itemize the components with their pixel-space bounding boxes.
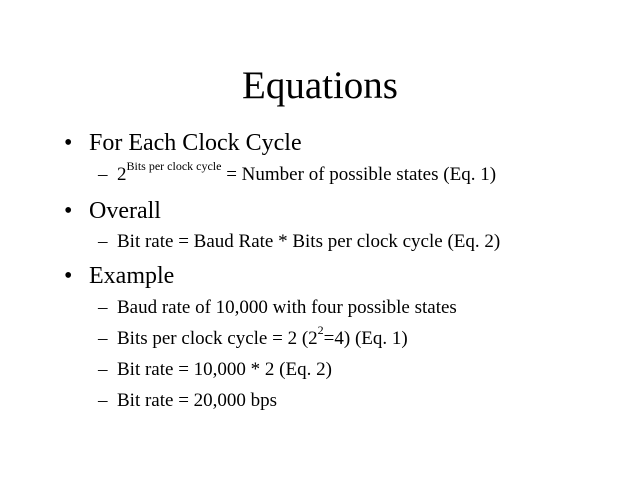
- dash-glyph: –: [98, 297, 108, 318]
- sub-bullet-bits-per-cycle: [98, 323, 408, 351]
- equation-base: 2: [117, 164, 127, 185]
- sub-bullet-text: Bit rate = Baud Rate * Bits per clock cycle (Eq. 2): [117, 231, 501, 252]
- equation-text: = Number of possible states (Eq. 1): [221, 164, 497, 185]
- dash-glyph: –: [98, 231, 108, 252]
- sub-bullet-bit-rate-equation: [98, 230, 500, 254]
- dash-glyph: –: [98, 164, 108, 185]
- bullet-example: [64, 261, 174, 291]
- bullet-glyph: •: [64, 130, 73, 156]
- sub-bullet-text: Bit rate = 20,000 bps: [117, 390, 278, 411]
- dash-glyph: –: [98, 359, 108, 380]
- sub-bullet-exponent: 2: [317, 323, 324, 337]
- sub-bullet-text: Bit rate = 10,000 * 2 (Eq. 2): [117, 359, 332, 380]
- bullet-overall: [64, 196, 161, 226]
- slide-title: Equations: [242, 64, 398, 107]
- sub-bullet-states-equation: [98, 159, 497, 187]
- bullet-heading: Example: [89, 263, 175, 289]
- bullet-for-each-clock-cycle: [64, 128, 302, 158]
- bullet-glyph: •: [64, 263, 73, 289]
- dash-glyph: –: [98, 328, 108, 349]
- sub-bullet-text: Baud rate of 10,000 with four possible states: [117, 297, 457, 318]
- sub-bullet-text-before: Bits per clock cycle = 2 (2: [117, 328, 318, 349]
- bullet-heading: Overall: [89, 198, 161, 224]
- dash-glyph: –: [98, 390, 108, 411]
- equation-exponent: Bits per clock cycle: [126, 159, 222, 173]
- sub-bullet-text-after: =4) (Eq. 1): [323, 328, 408, 349]
- sub-bullet-bit-rate-result: [98, 389, 277, 413]
- sub-bullet-bit-rate-calc: [98, 358, 332, 382]
- bullet-heading: For Each Clock Cycle: [89, 130, 302, 156]
- bullet-glyph: •: [64, 198, 73, 224]
- sub-bullet-baud-rate: [98, 296, 457, 320]
